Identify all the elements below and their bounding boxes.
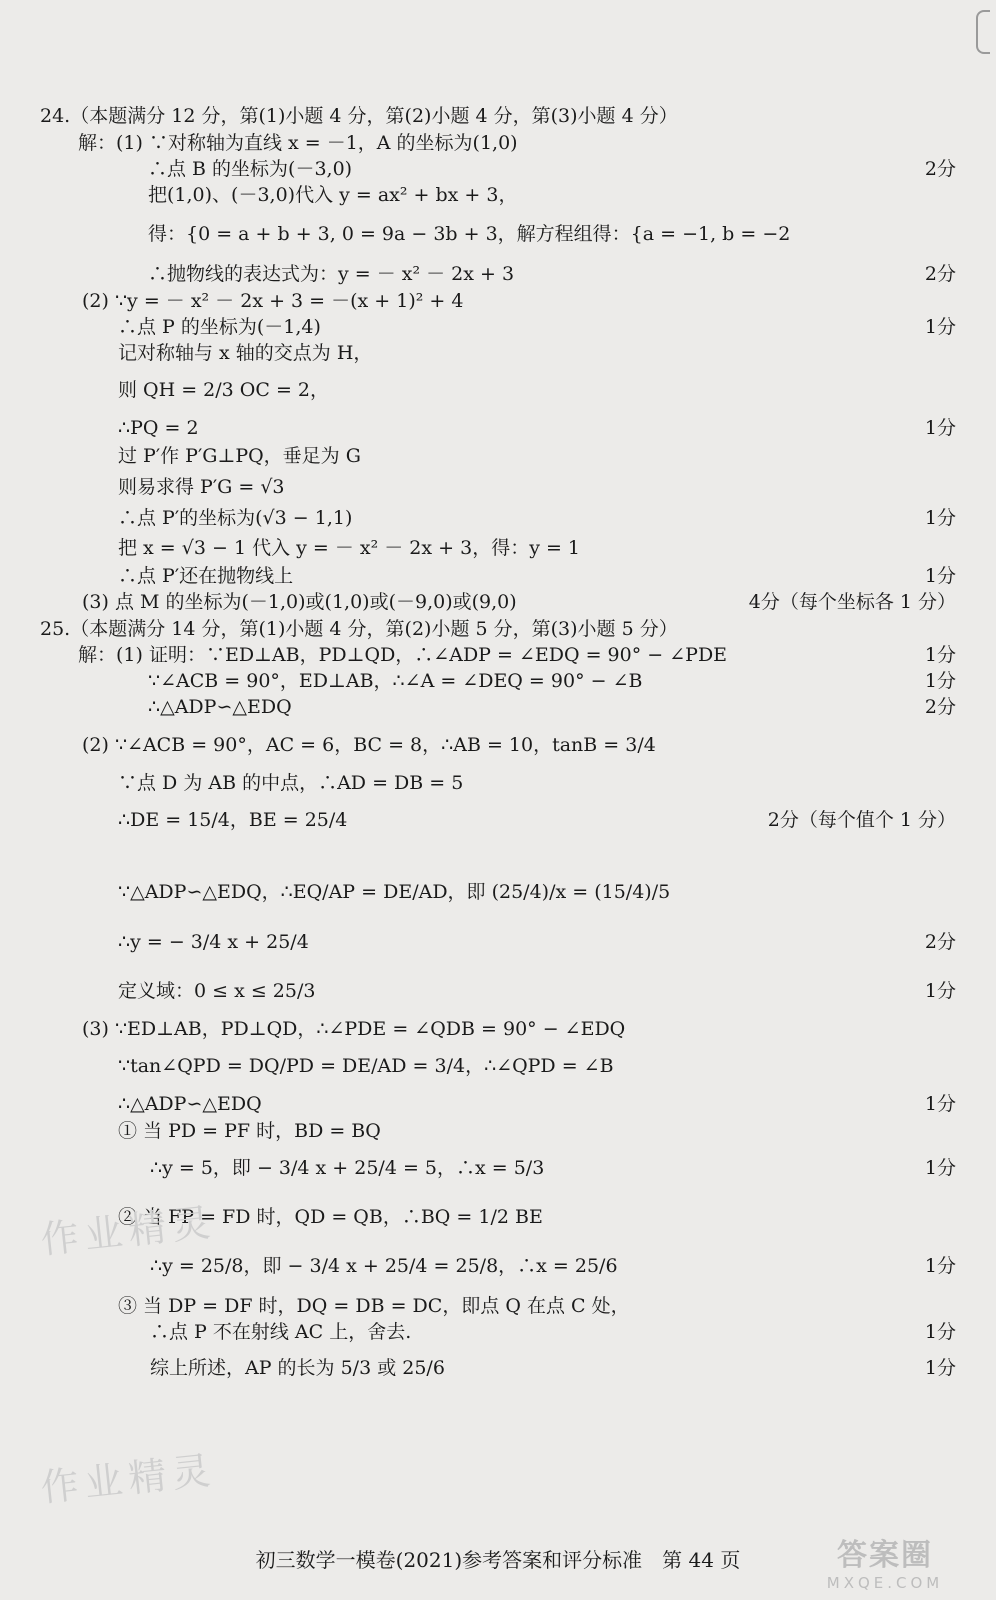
answer-line-text: (3) 点 M 的坐标为(－1,0)或(1,0)或(－9,0)或(9,0): [82, 591, 517, 613]
score-label: 1分: [924, 1157, 956, 1179]
answer-line-text: 把(1,0)、(－3,0)代入 y = ax² + bx + 3，: [148, 184, 518, 206]
answer-line-text: ∴PQ = 2: [118, 417, 199, 439]
answer-line-text: ∴△ADP∽△EDQ: [148, 696, 292, 718]
score-label: 1分: [924, 670, 956, 692]
score-label: 2分: [924, 931, 956, 953]
site-logo-url: MXQE.COM: [826, 1574, 944, 1592]
score-label: 1分: [924, 507, 956, 529]
answer-line-text: 综上所述，AP 的长为 5/3 或 25/6: [150, 1357, 445, 1379]
score-label: 1分: [924, 565, 956, 587]
score-label: 1分: [924, 316, 956, 338]
answer-line-text: ∴点 P 不在射线 AC 上，舍去.: [150, 1321, 412, 1343]
answer-line-text: ∴△ADP∽△EDQ: [118, 1093, 262, 1115]
answer-line-text: 定义域：0 ≤ x ≤ 25/3: [118, 980, 316, 1002]
answer-line-text: ② 当 FP = FD 时，QD = QB，∴BQ = 1/2 BE: [118, 1206, 543, 1228]
answer-line-text: 过 P′作 P′G⊥PQ，垂足为 G: [118, 445, 361, 467]
answer-line-text: ∴DE = 15/4，BE = 25/4: [118, 809, 348, 831]
answer-line-text: ∵∠ACB = 90°，ED⊥AB，∴∠A = ∠DEQ = 90° − ∠B: [148, 670, 643, 692]
answer-line-text: ∴点 P 的坐标为(－1,4): [118, 316, 321, 338]
score-label: 2分: [924, 263, 956, 285]
answer-line-text: (3) ∵ED⊥AB，PD⊥QD，∴∠PDE = ∠QDB = 90° − ∠EDQ: [82, 1018, 626, 1040]
score-label: 1分: [924, 1255, 956, 1277]
score-label: 1分: [924, 980, 956, 1002]
answer-line-text: 解：(1) ∵对称轴为直线 x = －1，A 的坐标为(1,0): [78, 132, 518, 154]
score-label: 1分: [924, 417, 956, 439]
score-label: 2分: [924, 696, 956, 718]
answer-line-text: ∴点 B 的坐标为(－3,0): [148, 158, 353, 180]
answer-line-text: 24.（本题满分 12 分，第(1)小题 4 分，第(2)小题 4 分，第(3)小题 4 分）: [40, 105, 678, 127]
answer-line-text: ∴点 P′的坐标为(√3 − 1,1): [118, 507, 353, 529]
site-logo-text: 答案圈: [837, 1538, 933, 1573]
answer-line-text: ∴抛物线的表达式为：y = － x² － 2x + 3: [148, 263, 515, 285]
score-label: 1分: [924, 1093, 956, 1115]
answer-line-text: 解：(1) 证明：∵ED⊥AB，PD⊥QD，∴∠ADP = ∠EDQ = 90° − ∠PDE: [78, 644, 728, 666]
answer-line-text: 则易求得 P′G = √3: [118, 476, 285, 498]
score-label: 4分（每个坐标各 1 分）: [748, 591, 956, 613]
score-label: 1分: [924, 644, 956, 666]
answer-line-text: ∴y = 25/8，即 − 3/4 x + 25/4 = 25/8，∴x = 25/6: [150, 1255, 618, 1277]
answer-line-text: ∵tan∠QPD = DQ/PD = DE/AD = 3/4，∴∠QPD = ∠B: [118, 1055, 614, 1077]
answer-line-text: ① 当 PD = PF 时，BD = BQ: [118, 1120, 381, 1142]
answer-line-text: ∴y = 5，即 − 3/4 x + 25/4 = 5，∴x = 5/3: [150, 1157, 545, 1179]
score-label: 2分（每个值个 1 分）: [767, 809, 956, 831]
answer-line-text: ∴点 P′还在抛物线上: [118, 565, 294, 587]
answer-line-text: (2) ∵y = － x² － 2x + 3 = －(x + 1)² + 4: [82, 290, 464, 312]
answer-line-text: 得：{0 = a + b + 3, 0 = 9a − 3b + 3，解方程组得：{a = −1, b = −2: [148, 223, 791, 245]
page-corner-mark: [976, 10, 990, 54]
answer-line-text: ∵点 D 为 AB 的中点，∴AD = DB = 5: [118, 772, 464, 794]
site-logo: [800, 1530, 970, 1590]
answer-line-text: ∴y = − 3/4 x + 25/4: [118, 931, 309, 953]
answer-line-text: (2) ∵∠ACB = 90°，AC = 6，BC = 8，∴AB = 10，tanB = 3/4: [82, 734, 656, 756]
answer-line-text: 把 x = √3 − 1 代入 y = － x² － 2x + 3，得：y = 1: [118, 537, 581, 559]
score-label: 1分: [924, 1321, 956, 1343]
watermark-stamp-lower: 作业精灵: [38, 1447, 219, 1511]
watermark-stamp: 作业精灵: [38, 1199, 219, 1263]
page-footer: 初三数学一模卷(2021)参考答案和评分标准 第 44 页: [255, 1548, 741, 1572]
answer-line-text: 则 QH = 2/3 OC = 2，: [118, 379, 330, 401]
answer-line-text: ③ 当 DP = DF 时，DQ = DB = DC，即点 Q 在点 C 处，: [118, 1295, 630, 1317]
answer-line-text: 记对称轴与 x 轴的交点为 H，: [118, 342, 373, 364]
answer-line-text: 25.（本题满分 14 分，第(1)小题 4 分，第(2)小题 5 分，第(3)小题 5 分）: [40, 618, 678, 640]
score-label: 2分: [924, 158, 956, 180]
score-label: 1分: [924, 1357, 956, 1379]
answer-line-text: ∵△ADP∽△EDQ，∴EQ/AP = DE/AD，即 (25/4)/x = (15/4)/5: [118, 881, 671, 903]
